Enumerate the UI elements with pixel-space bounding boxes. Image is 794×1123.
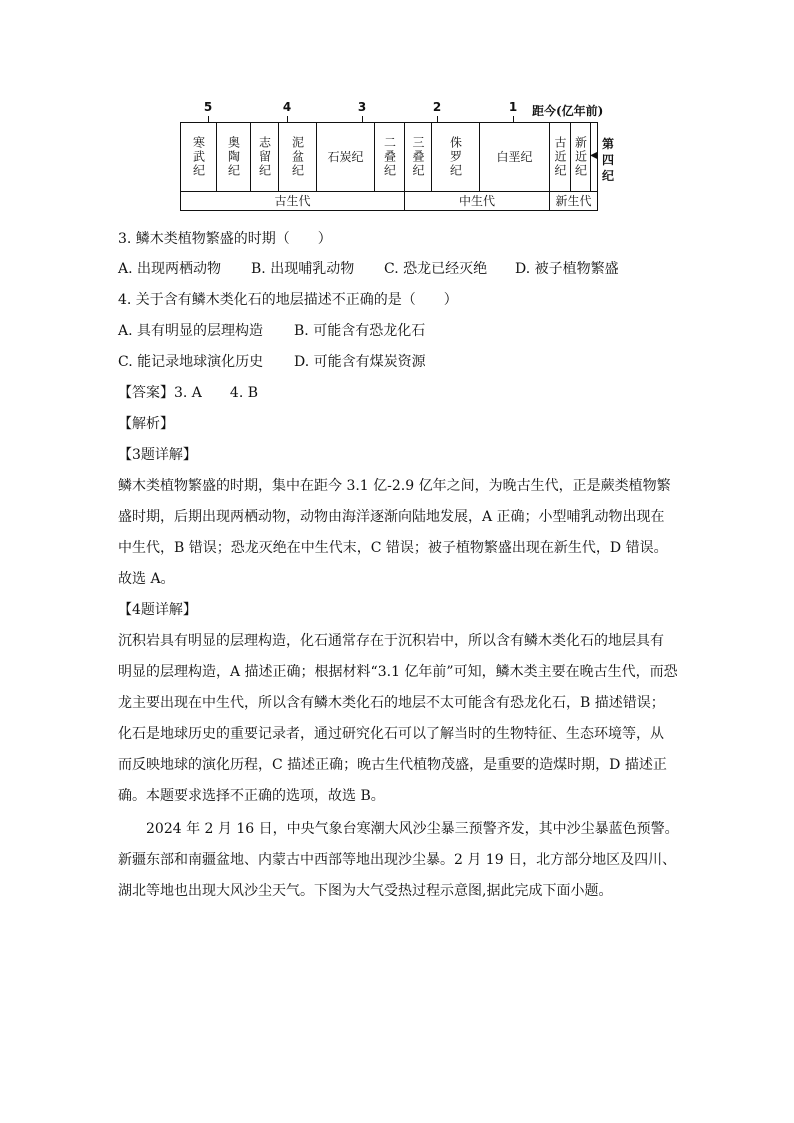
material-line: 2024 年 2 月 16 日，中央气象台寒潮大风沙尘暴三预警齐发，其中沙尘暴蓝色预警。 <box>146 821 679 837</box>
detail-3-line: 盛时期，后期出现两栖动物，动物由海洋逐渐向陆地发展，A 正确；小型哺乳动物出现在 <box>118 509 665 525</box>
detail-4-line: 确。本题要求选择不正确的选项，故选 B。 <box>118 788 385 804</box>
question-4-option: B. 可能含有恐龙化石 <box>294 323 426 339</box>
period-cell: 志留纪 <box>251 123 279 191</box>
period-cell: 寒武纪 <box>181 123 217 191</box>
question-3-option: A. 出现两栖动物 <box>118 261 222 277</box>
period-cell: 新近纪 <box>571 123 591 191</box>
detail-4-line: 龙主要出现在中生代，所以含有鳞木类化石的地层不太可能含有恐龙化石，B 描述错误； <box>118 695 665 711</box>
period-cell: 奥陶纪 <box>217 123 251 191</box>
era-cell: 古生代 <box>181 191 405 210</box>
tick-label: 2 <box>432 100 442 114</box>
material-line: 新疆东部和南疆盆地、内蒙古中西部等地出现沙尘暴。2 月 19 日，北方部分地区及四川、 <box>118 852 677 868</box>
period-cell: 侏罗纪 <box>432 123 480 191</box>
geologic-time-chart <box>180 100 615 212</box>
answer-line: 【答案】3. A 4. B <box>118 385 259 401</box>
period-row <box>180 122 598 192</box>
detail-3-line: 中生代，B 错误；恐龙灭绝在中生代末，C 错误；被子植物繁盛出现在新生代，D 错误。 <box>118 540 668 556</box>
axis-title: 距今(亿年前) <box>532 104 604 118</box>
time-axis <box>180 100 604 122</box>
detail-4-line: 而反映地球的演化历程，C 描述正确；晚古生代植物茂盛，是重要的造煤时期，D 描述正 <box>118 757 667 773</box>
tick-label: 1 <box>508 100 518 114</box>
era-cell: 中生代 <box>405 191 550 210</box>
question-3-option: B. 出现哺乳动物 <box>251 261 355 277</box>
tick-label: 3 <box>357 100 367 114</box>
detail-3-line: 故选 A。 <box>118 571 175 587</box>
question-4-option: C. 能记录地球演化历史 <box>118 354 264 370</box>
question-3-stem: 3. 鳞木类植物繁盛的时期（ ） <box>118 231 332 247</box>
question-3-option: C. 恐龙已经灭绝 <box>384 261 488 277</box>
period-cell: 泥盆纪 <box>279 123 317 191</box>
detail-3-line: 鳞木类植物繁盛的时期，集中在距今 3.1 亿-2.9 亿年之间，为晚古生代，正是蕨类植物繁 <box>118 478 671 494</box>
material-line: 湖北等地也出现大风沙尘天气。下图为大气受热过程示意图,据此完成下面小题。 <box>118 883 613 899</box>
period-cell: 古近纪 <box>550 123 571 191</box>
detail-4-line: 明显的层理构造，A 描述正确；根据材料“3.1 亿年前”可知，鳞木类主要在晚古生代，而恐 <box>118 664 678 680</box>
era-cell: 新生代 <box>555 194 592 208</box>
detail-3-title: 【3题详解】 <box>118 447 197 463</box>
question-4-option: A. 具有明显的层理构造 <box>118 323 264 339</box>
era-row <box>180 191 598 211</box>
question-4-option: D. 可能含有煤炭资源 <box>294 354 426 370</box>
tick-label: 5 <box>203 100 213 114</box>
quaternary-label: 第四纪 <box>602 137 615 183</box>
detail-4-line: 沉积岩具有明显的层理构造，化石通常存在于沉积岩中，所以含有鳞木类化石的地层具有 <box>118 633 664 649</box>
detail-4-line: 化石是地球历史的重要记录者，通过研究化石可以了解当时的生物特征、生态环境等，从 <box>118 726 664 742</box>
period-cell: 石炭纪 <box>317 123 375 191</box>
period-cell: 三叠纪 <box>405 123 432 191</box>
detail-4-title: 【4题详解】 <box>118 602 197 618</box>
analysis-label: 【解析】 <box>118 416 174 432</box>
question-4-stem: 4. 关于含有鳞木类化石的地层描述不正确的是（ ） <box>118 292 458 308</box>
period-cell: 白垩纪 <box>480 123 550 191</box>
arrow-left-icon: ◀ <box>590 150 598 161</box>
tick-label: 4 <box>282 100 292 114</box>
question-3-option: D. 被子植物繁盛 <box>515 261 619 277</box>
period-cell: 二叠纪 <box>375 123 405 191</box>
